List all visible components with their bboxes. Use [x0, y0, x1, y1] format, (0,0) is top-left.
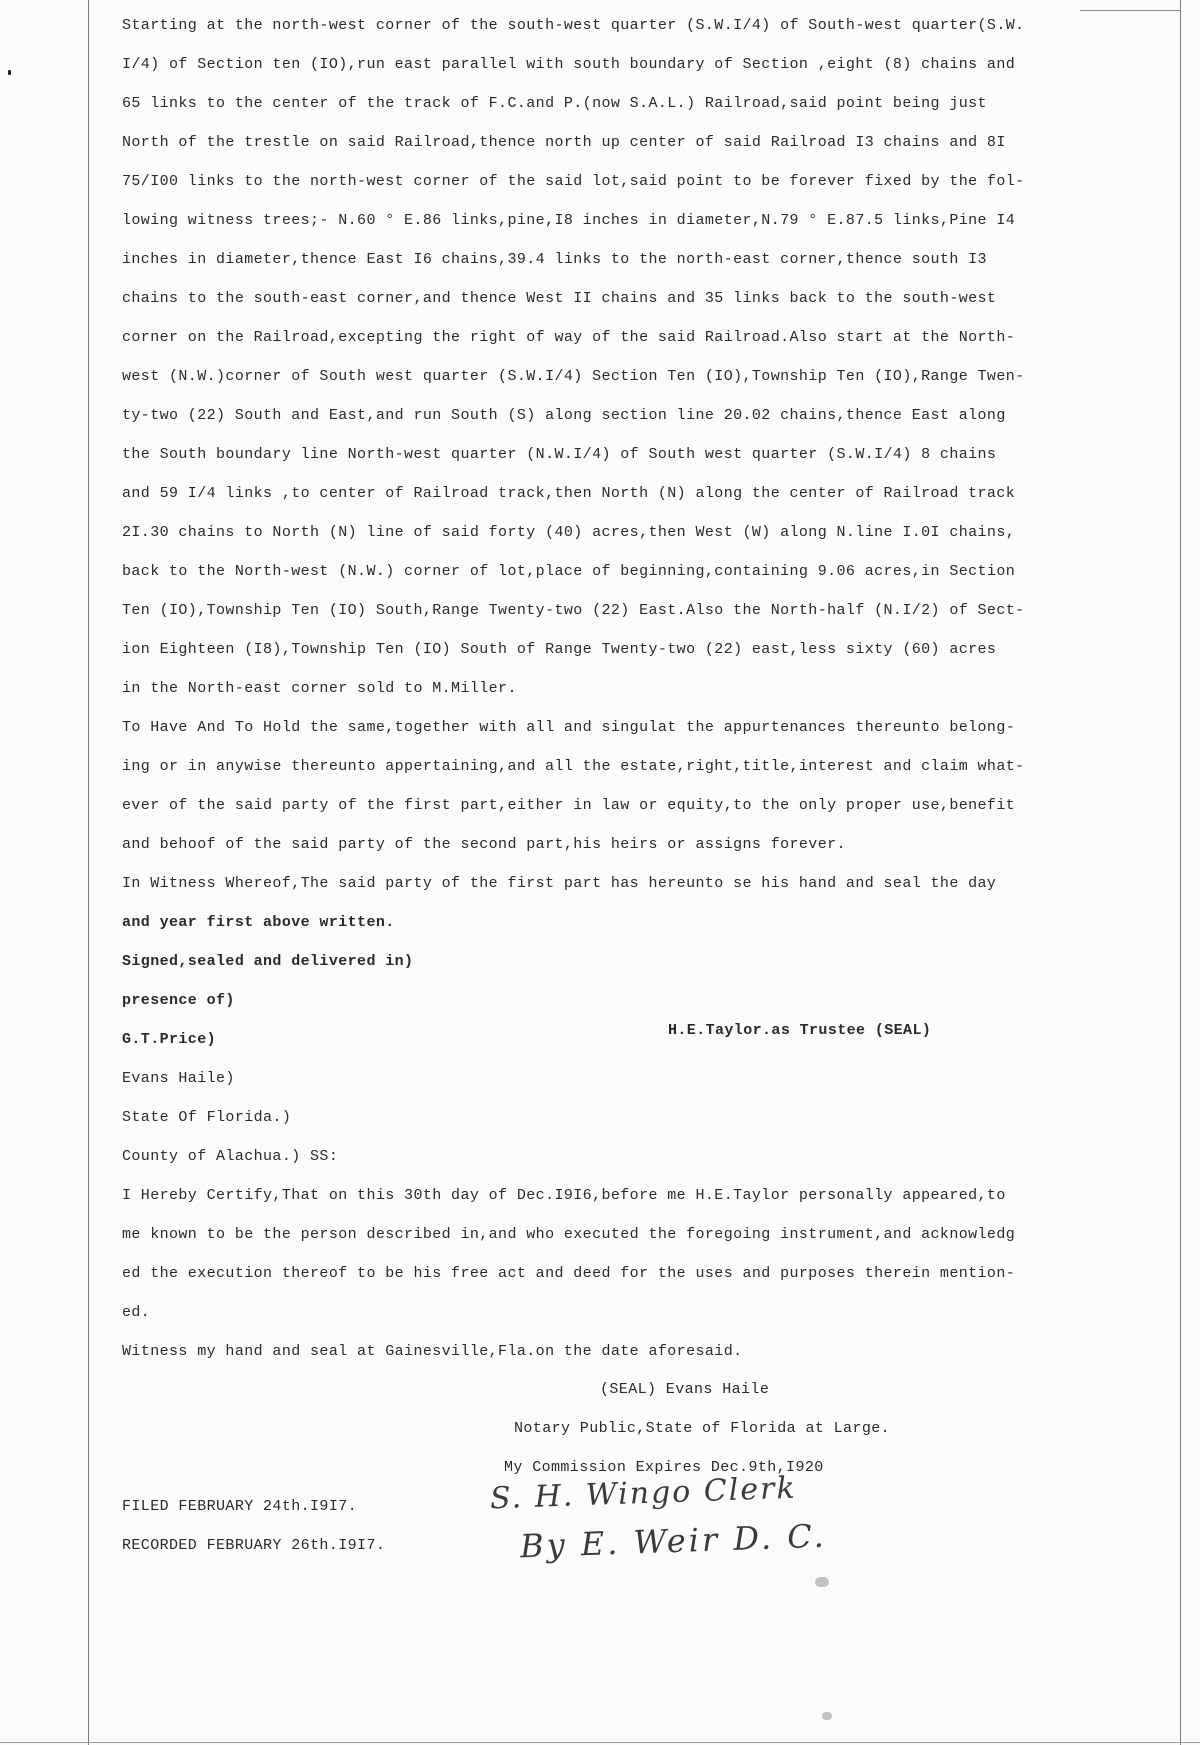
- body-line: back to the North-west (N.W.) corner of lot,place of beginning,containing 9.06 acres,in Section: [122, 563, 1016, 580]
- body-line: North of the trestle on said Railroad,thence north up center of said Railroad I3 chains and 8I: [122, 134, 1006, 151]
- clerk-handwriting: S. H. Wingo Clerk: [489, 1470, 798, 1517]
- body-line: inches in diameter,thence East I6 chains,39.4 links to the north-east corner,thence south I3: [122, 251, 987, 268]
- venue-line: State Of Florida.): [122, 1109, 292, 1126]
- ink-blot: [815, 1577, 829, 1587]
- certificate-line: ed.: [122, 1304, 151, 1321]
- body-line: 75/I00 links to the north-west corner of the said lot,said point to be forever fixed by the fol-: [122, 173, 1025, 190]
- body-line: corner on the Railroad,excepting the right of way of the said Railroad.Also start at the North-: [122, 329, 1016, 346]
- body-line: and year first above written.: [122, 914, 395, 931]
- right-margin-rule: [1180, 0, 1181, 1745]
- signing-line: Signed,sealed and delivered in): [122, 953, 414, 970]
- filed-date: FILED FEBRUARY 24th.I9I7.: [122, 1498, 358, 1515]
- venue-line: Evans Haile): [122, 1070, 235, 1087]
- certificate-line: I Hereby Certify,That on this 30th day of Dec.I9I6,before me H.E.Taylor personally appeared,to: [122, 1187, 1006, 1204]
- ink-blot: [822, 1712, 832, 1720]
- certificate-line: Witness my hand and seal at Gainesville,Fla.on the date aforesaid.: [122, 1343, 743, 1360]
- body-line: Ten (IO),Township Ten (IO) South,Range Twenty-two (22) East.Also the North-half (N.I/2) of Sect-: [122, 602, 1025, 619]
- body-line: and behoof of the said party of the second part,his heirs or assigns forever.: [122, 836, 846, 853]
- certificate-line: me known to be the person described in,and who executed the foregoing instrument,and acknowledg: [122, 1226, 1016, 1243]
- body-line: 65 links to the center of the track of F.C.and P.(now S.A.L.) Railroad,said point being just: [122, 95, 987, 112]
- body-line: I/4) of Section ten (IO),run east parallel with south boundary of Section ,eight (8) chains and: [122, 56, 1016, 73]
- notary-commission: My Commission Expires Dec.9th,I920: [504, 1459, 824, 1476]
- body-line: 2I.30 chains to North (N) line of said forty (40) acres,then West (W) along N.line I.0I chains,: [122, 524, 1016, 541]
- signer-name: H.E.Taylor.as Trustee (SEAL): [668, 1022, 932, 1039]
- body-line: the South boundary line North-west quarter (N.W.I/4) of South west quarter (S.W.I/4) 8 chains: [122, 446, 997, 463]
- body-line: ever of the said party of the first part,either in law or equity,to the only proper use,benefit: [122, 797, 1016, 814]
- deputy-clerk-handwriting: By E. Weir D. C.: [519, 1516, 828, 1566]
- body-line: Starting at the north-west corner of the south-west quarter (S.W.I/4) of South-west quarter(S.W.: [122, 17, 1025, 34]
- bottom-edge-rule: [0, 1742, 1200, 1743]
- body-line: ing or in anywise thereunto appertaining,and all the estate,right,title,interest and claim what-: [122, 758, 1025, 775]
- left-margin-rule: [88, 0, 89, 1745]
- recorded-date: RECORDED FEBRUARY 26th.I9I7.: [122, 1537, 386, 1554]
- body-line: west (N.W.)corner of South west quarter (S.W.I/4) Section Ten (IO),Township Ten (IO),Range Twen-: [122, 368, 1025, 385]
- body-line: To Have And To Hold the same,together with all and singulat the appurtenances thereunto belong-: [122, 719, 1016, 736]
- certificate-line: ed the execution thereof to be his free act and deed for the uses and purposes therein mention-: [122, 1265, 1016, 1282]
- ink-speck: [8, 70, 11, 75]
- body-line: chains to the south-east corner,and thence West II chains and 35 links back to the south-west: [122, 290, 997, 307]
- body-line: lowing witness trees;- N.60 ° E.86 links,pine,I8 inches in diameter,N.79 ° E.87.5 links,Pine I4: [122, 212, 1016, 229]
- body-line: in the North-east corner sold to M.Miller.: [122, 680, 517, 697]
- signing-line: presence of): [122, 992, 235, 1009]
- body-line: In Witness Whereof,The said party of the first part has hereunto se his hand and seal the day: [122, 875, 997, 892]
- notary-seal-name: (SEAL) Evans Haile: [600, 1381, 770, 1398]
- top-corner-rule: [1080, 10, 1180, 11]
- notary-title: Notary Public,State of Florida at Large.: [514, 1420, 891, 1437]
- venue-line: County of Alachua.) SS:: [122, 1148, 339, 1165]
- body-line: ty-two (22) South and East,and run South (S) along section line 20.02 chains,thence East along: [122, 407, 1006, 424]
- witness-name: G.T.Price): [122, 1031, 217, 1048]
- body-line: ion Eighteen (I8),Township Ten (IO) South of Range Twenty-two (22) east,less sixty (60) acres: [122, 641, 997, 658]
- body-line: and 59 I/4 links ,to center of Railroad track,then North (N) along the center of Railroad track: [122, 485, 1016, 502]
